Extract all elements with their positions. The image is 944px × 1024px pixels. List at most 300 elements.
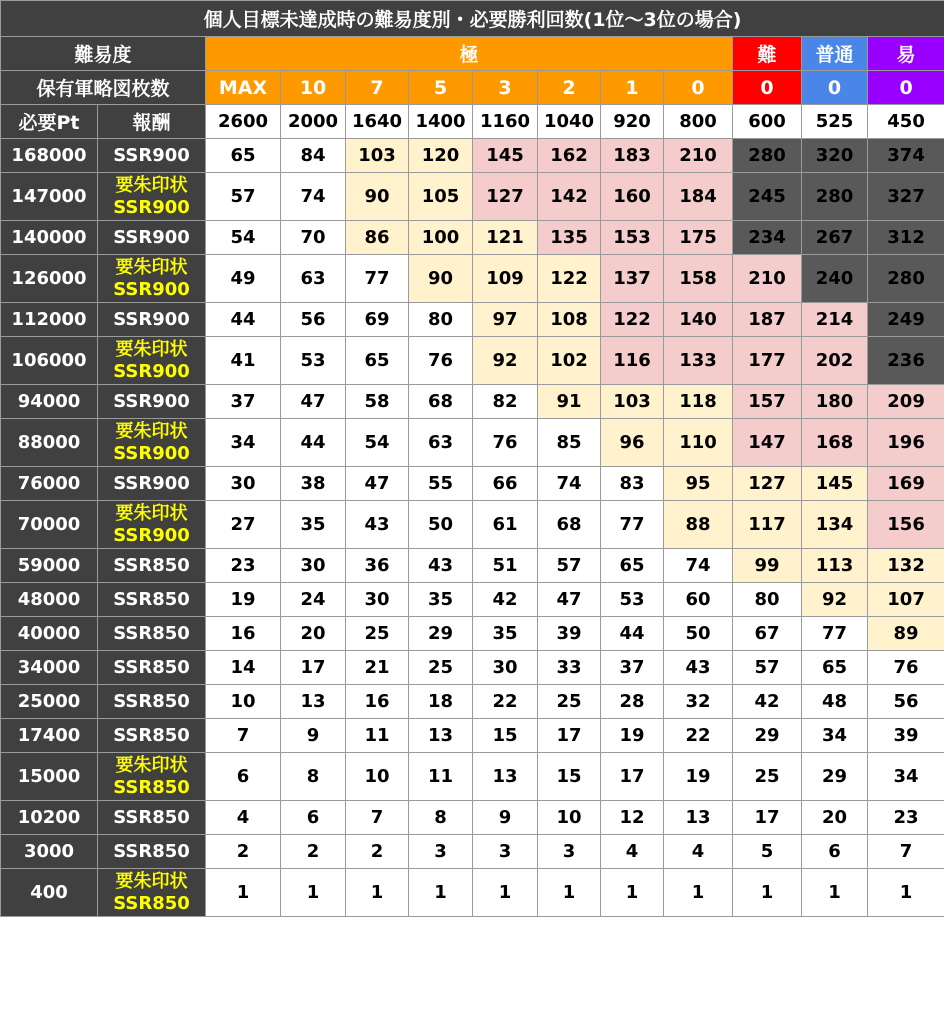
reward-cell [98,549,206,583]
win-count-cell: 61 [473,501,538,549]
win-count-cell: 91 [538,385,601,419]
table-row [1,651,944,685]
required-pt-cell: 34000 [1,651,98,685]
win-count-cell: 30 [473,651,538,685]
reward-item: SSR850 [113,690,190,712]
table-row [1,419,944,467]
win-count-cell: 22 [473,685,538,719]
win-count-cell: 10 [206,685,281,719]
column-points-cell: 800 [664,105,733,139]
win-count-cell: 17 [733,801,802,835]
win-count-cell: 65 [601,549,664,583]
win-count-cell: 47 [281,385,346,419]
win-count-cell: 121 [473,221,538,255]
win-count-cell: 63 [409,419,473,467]
table-row [1,139,944,173]
win-count-cell: 140 [664,303,733,337]
win-count-cell: 70 [281,221,346,255]
reward-cell [98,801,206,835]
win-count-cell: 153 [601,221,664,255]
win-count-cell: 23 [868,801,944,835]
win-count-cell: 33 [538,651,601,685]
win-count-cell: 280 [733,139,802,173]
win-count-cell: 4 [206,801,281,835]
win-count-cell: 19 [601,719,664,753]
map-count-cell: 10 [281,71,346,105]
win-count-cell: 157 [733,385,802,419]
win-count-cell: 135 [538,221,601,255]
win-count-cell: 142 [538,173,601,221]
win-count-cell: 102 [538,337,601,385]
win-count-cell: 44 [281,419,346,467]
win-count-cell: 56 [868,685,944,719]
win-count-cell: 65 [206,139,281,173]
reward-cell [98,835,206,869]
reward-cell [98,467,206,501]
win-count-cell: 1 [281,869,346,917]
win-count-cell: 74 [281,173,346,221]
win-count-cell: 103 [601,385,664,419]
win-count-cell: 41 [206,337,281,385]
required-pt-cell: 48000 [1,583,98,617]
difficulty-label: 難易度 [1,37,206,71]
win-count-cell: 156 [868,501,944,549]
win-count-cell: 13 [281,685,346,719]
required-pt-cell: 3000 [1,835,98,869]
win-count-cell: 50 [664,617,733,651]
reward-item: SSR850 [113,806,190,828]
win-count-cell: 184 [664,173,733,221]
reward-label: 報酬 [98,105,206,139]
win-count-cell: 245 [733,173,802,221]
reward-requirement: 要朱印状 [115,870,188,892]
win-count-cell: 90 [409,255,473,303]
win-count-cell: 77 [601,501,664,549]
reward-item: SSR850 [113,656,190,678]
reward-item: SSR850 [113,622,190,644]
win-count-cell: 312 [868,221,944,255]
win-count-cell: 183 [601,139,664,173]
win-count-cell: 5 [733,835,802,869]
win-count-cell: 89 [868,617,944,651]
win-count-cell: 47 [346,467,409,501]
win-count-cell: 20 [802,801,868,835]
win-count-cell: 25 [409,651,473,685]
required-pt-cell: 70000 [1,501,98,549]
reward-item: SSR900 [113,278,190,300]
win-count-cell: 35 [409,583,473,617]
required-pt-cell: 94000 [1,385,98,419]
win-count-cell: 21 [346,651,409,685]
win-count-cell: 20 [281,617,346,651]
win-count-cell: 1 [473,869,538,917]
win-count-cell: 1 [538,869,601,917]
win-count-cell: 8 [281,753,346,801]
win-count-cell: 24 [281,583,346,617]
reward-cell [98,419,206,467]
win-count-cell: 22 [664,719,733,753]
reward-requirement: 要朱印状 [115,256,188,278]
win-count-cell: 6 [802,835,868,869]
reward-item: SSR900 [113,196,190,218]
required-pt-cell: 112000 [1,303,98,337]
win-count-cell: 16 [346,685,409,719]
win-count-cell: 48 [802,685,868,719]
win-count-cell: 3 [409,835,473,869]
win-count-cell: 14 [206,651,281,685]
table-row [1,583,944,617]
win-count-cell: 96 [601,419,664,467]
table-row [1,753,944,801]
win-count-cell: 145 [802,467,868,501]
column-points-cell: 600 [733,105,802,139]
win-count-cell: 105 [409,173,473,221]
win-count-cell: 327 [868,173,944,221]
required-pt-cell: 25000 [1,685,98,719]
win-count-cell: 7 [346,801,409,835]
table-title: 個人目標未達成時の難易度別・必要勝利回数(1位〜3位の場合) [1,1,944,37]
win-count-cell: 39 [868,719,944,753]
required-pt-cell: 88000 [1,419,98,467]
win-count-cell: 36 [346,549,409,583]
column-points-cell: 1400 [409,105,473,139]
win-count-cell: 67 [733,617,802,651]
win-count-cell: 80 [733,583,802,617]
win-count-cell: 15 [538,753,601,801]
win-count-cell: 54 [206,221,281,255]
required-pt-cell: 106000 [1,337,98,385]
win-count-cell: 100 [409,221,473,255]
win-count-cell: 17 [601,753,664,801]
win-count-cell: 17 [538,719,601,753]
win-count-cell: 118 [664,385,733,419]
required-pt-cell: 17400 [1,719,98,753]
map-count-cell: 0 [868,71,944,105]
map-count-cell: 0 [802,71,868,105]
win-count-cell: 25 [538,685,601,719]
win-count-cell: 60 [664,583,733,617]
win-count-cell: 37 [206,385,281,419]
win-count-cell: 168 [802,419,868,467]
win-count-cell: 240 [802,255,868,303]
win-count-cell: 177 [733,337,802,385]
required-pt-cell: 168000 [1,139,98,173]
win-count-cell: 122 [538,255,601,303]
reward-cell [98,869,206,917]
win-count-cell: 76 [409,337,473,385]
win-count-cell: 43 [346,501,409,549]
required-pt-cell: 140000 [1,221,98,255]
column-points-row [1,105,944,139]
win-count-cell: 234 [733,221,802,255]
win-count-cell: 66 [473,467,538,501]
win-count-cell: 169 [868,467,944,501]
win-count-cell: 108 [538,303,601,337]
reward-item: SSR850 [113,840,190,862]
win-count-cell: 103 [346,139,409,173]
win-count-cell: 2 [281,835,346,869]
difficulty-kiwami: 極 [206,37,733,71]
table-row [1,337,944,385]
difficulty-row [1,37,944,71]
win-count-cell: 13 [664,801,733,835]
win-count-cell: 2 [206,835,281,869]
required-pt-cell: 59000 [1,549,98,583]
win-count-cell: 34 [802,719,868,753]
reward-item: SSR900 [113,308,190,330]
map-count-row [1,71,944,105]
win-count-cell: 1 [601,869,664,917]
win-count-cell: 137 [601,255,664,303]
win-count-cell: 1 [409,869,473,917]
win-count-cell: 160 [601,173,664,221]
win-count-cell: 77 [802,617,868,651]
win-count-cell: 1 [664,869,733,917]
win-count-cell: 53 [281,337,346,385]
win-count-cell: 214 [802,303,868,337]
win-count-cell: 122 [601,303,664,337]
table-row [1,303,944,337]
win-count-cell: 236 [868,337,944,385]
reward-item: SSR900 [113,442,190,464]
win-count-cell: 187 [733,303,802,337]
reward-cell [98,617,206,651]
win-count-cell: 209 [868,385,944,419]
win-count-cell: 145 [473,139,538,173]
table-row [1,685,944,719]
map-count-cell: 5 [409,71,473,105]
column-points-cell: 920 [601,105,664,139]
reward-cell [98,173,206,221]
win-count-cell: 38 [281,467,346,501]
reward-item: SSR850 [113,724,190,746]
win-count-cell: 132 [868,549,944,583]
reward-item: SSR900 [113,524,190,546]
win-count-cell: 196 [868,419,944,467]
win-count-cell: 84 [281,139,346,173]
reward-cell [98,385,206,419]
win-count-cell: 117 [733,501,802,549]
win-count-cell: 134 [802,501,868,549]
win-count-cell: 116 [601,337,664,385]
win-count-cell: 58 [346,385,409,419]
win-count-cell: 249 [868,303,944,337]
win-count-cell: 320 [802,139,868,173]
reward-cell [98,685,206,719]
win-count-cell: 69 [346,303,409,337]
win-count-cell: 6 [206,753,281,801]
win-count-cell: 3 [473,835,538,869]
table-row [1,255,944,303]
win-count-cell: 13 [473,753,538,801]
reward-item: SSR850 [113,554,190,576]
reward-item: SSR850 [113,588,190,610]
reward-cell [98,139,206,173]
win-count-cell: 280 [802,173,868,221]
win-count-cell: 107 [868,583,944,617]
table-row [1,549,944,583]
win-count-cell: 127 [733,467,802,501]
win-count-cell: 55 [409,467,473,501]
title-row [1,1,944,37]
table-row [1,385,944,419]
required-pt-label: 必要Pt [1,105,98,139]
win-count-cell: 175 [664,221,733,255]
win-count-cell: 12 [601,801,664,835]
win-count-cell: 10 [346,753,409,801]
reward-item: SSR900 [113,472,190,494]
win-count-cell: 30 [281,549,346,583]
reward-cell [98,221,206,255]
win-count-cell: 18 [409,685,473,719]
table-row [1,835,944,869]
win-count-cell: 2 [346,835,409,869]
win-count-cell: 90 [346,173,409,221]
win-count-cell: 9 [281,719,346,753]
win-count-cell: 210 [664,139,733,173]
win-count-cell: 35 [473,617,538,651]
win-count-cell: 65 [802,651,868,685]
win-count-cell: 32 [664,685,733,719]
win-count-cell: 28 [601,685,664,719]
map-count-cell: 3 [473,71,538,105]
win-count-cell: 25 [733,753,802,801]
table-row [1,501,944,549]
win-count-cell: 9 [473,801,538,835]
win-count-cell: 39 [538,617,601,651]
map-count-cell: 7 [346,71,409,105]
reward-cell [98,753,206,801]
required-pt-cell: 15000 [1,753,98,801]
win-count-cell: 120 [409,139,473,173]
reward-cell [98,501,206,549]
win-count-cell: 86 [346,221,409,255]
win-count-cell: 42 [733,685,802,719]
reward-cell [98,337,206,385]
table-row [1,801,944,835]
win-count-cell: 6 [281,801,346,835]
win-count-cell: 7 [206,719,281,753]
reward-item: SSR850 [113,892,190,914]
map-count-cell: 2 [538,71,601,105]
table-row [1,173,944,221]
win-count-cell: 42 [473,583,538,617]
win-count-cell: 80 [409,303,473,337]
reward-cell [98,719,206,753]
win-count-cell: 374 [868,139,944,173]
reward-cell [98,583,206,617]
win-count-cell: 27 [206,501,281,549]
column-points-cell: 1040 [538,105,601,139]
win-count-cell: 50 [409,501,473,549]
win-count-cell: 57 [733,651,802,685]
required-pt-cell: 400 [1,869,98,917]
map-count-cell: 0 [664,71,733,105]
reward-item: SSR900 [113,360,190,382]
win-count-cell: 202 [802,337,868,385]
win-count-cell: 16 [206,617,281,651]
win-count-cell: 82 [473,385,538,419]
difficulty-nan: 難 [733,37,802,71]
reward-cell [98,651,206,685]
reward-requirement: 要朱印状 [115,420,188,442]
column-points-cell: 1160 [473,105,538,139]
win-count-cell: 30 [206,467,281,501]
win-count-cell: 43 [409,549,473,583]
win-count-cell: 95 [664,467,733,501]
win-count-cell: 43 [664,651,733,685]
win-count-cell: 267 [802,221,868,255]
win-count-cell: 97 [473,303,538,337]
win-count-cell: 53 [601,583,664,617]
win-count-cell: 76 [473,419,538,467]
win-count-cell: 133 [664,337,733,385]
win-count-cell: 85 [538,419,601,467]
win-count-cell: 92 [473,337,538,385]
win-count-cell: 147 [733,419,802,467]
map-count-cell: MAX [206,71,281,105]
reward-item: SSR850 [113,776,190,798]
win-count-cell: 25 [346,617,409,651]
win-count-cell: 74 [538,467,601,501]
column-points-cell: 2000 [281,105,346,139]
win-count-cell: 47 [538,583,601,617]
win-count-cell: 113 [802,549,868,583]
win-count-cell: 110 [664,419,733,467]
reward-requirement: 要朱印状 [115,174,188,196]
win-count-cell: 44 [206,303,281,337]
difficulty-futsu: 普通 [802,37,868,71]
win-count-cell: 162 [538,139,601,173]
win-count-cell: 127 [473,173,538,221]
table-row [1,719,944,753]
win-count-cell: 4 [601,835,664,869]
table-row [1,221,944,255]
win-count-cell: 210 [733,255,802,303]
win-count-cell: 29 [733,719,802,753]
win-count-cell: 35 [281,501,346,549]
column-points-cell: 2600 [206,105,281,139]
win-count-cell: 29 [409,617,473,651]
win-count-cell: 88 [664,501,733,549]
reward-requirement: 要朱印状 [115,754,188,776]
win-count-cell: 76 [868,651,944,685]
win-count-cell: 11 [346,719,409,753]
win-count-cell: 1 [346,869,409,917]
win-count-cell: 1 [733,869,802,917]
win-count-cell: 180 [802,385,868,419]
win-count-cell: 68 [409,385,473,419]
win-count-cell: 1 [802,869,868,917]
win-count-cell: 29 [802,753,868,801]
win-count-cell: 65 [346,337,409,385]
win-count-cell: 63 [281,255,346,303]
win-count-cell: 57 [206,173,281,221]
win-count-cell: 49 [206,255,281,303]
win-count-cell: 280 [868,255,944,303]
reward-requirement: 要朱印状 [115,338,188,360]
win-count-cell: 19 [664,753,733,801]
win-count-cell: 15 [473,719,538,753]
win-count-cell: 158 [664,255,733,303]
column-points-cell: 525 [802,105,868,139]
reward-item: SSR900 [113,226,190,248]
win-count-cell: 23 [206,549,281,583]
win-count-cell: 37 [601,651,664,685]
table-row [1,467,944,501]
win-count-cell: 109 [473,255,538,303]
win-count-cell: 10 [538,801,601,835]
